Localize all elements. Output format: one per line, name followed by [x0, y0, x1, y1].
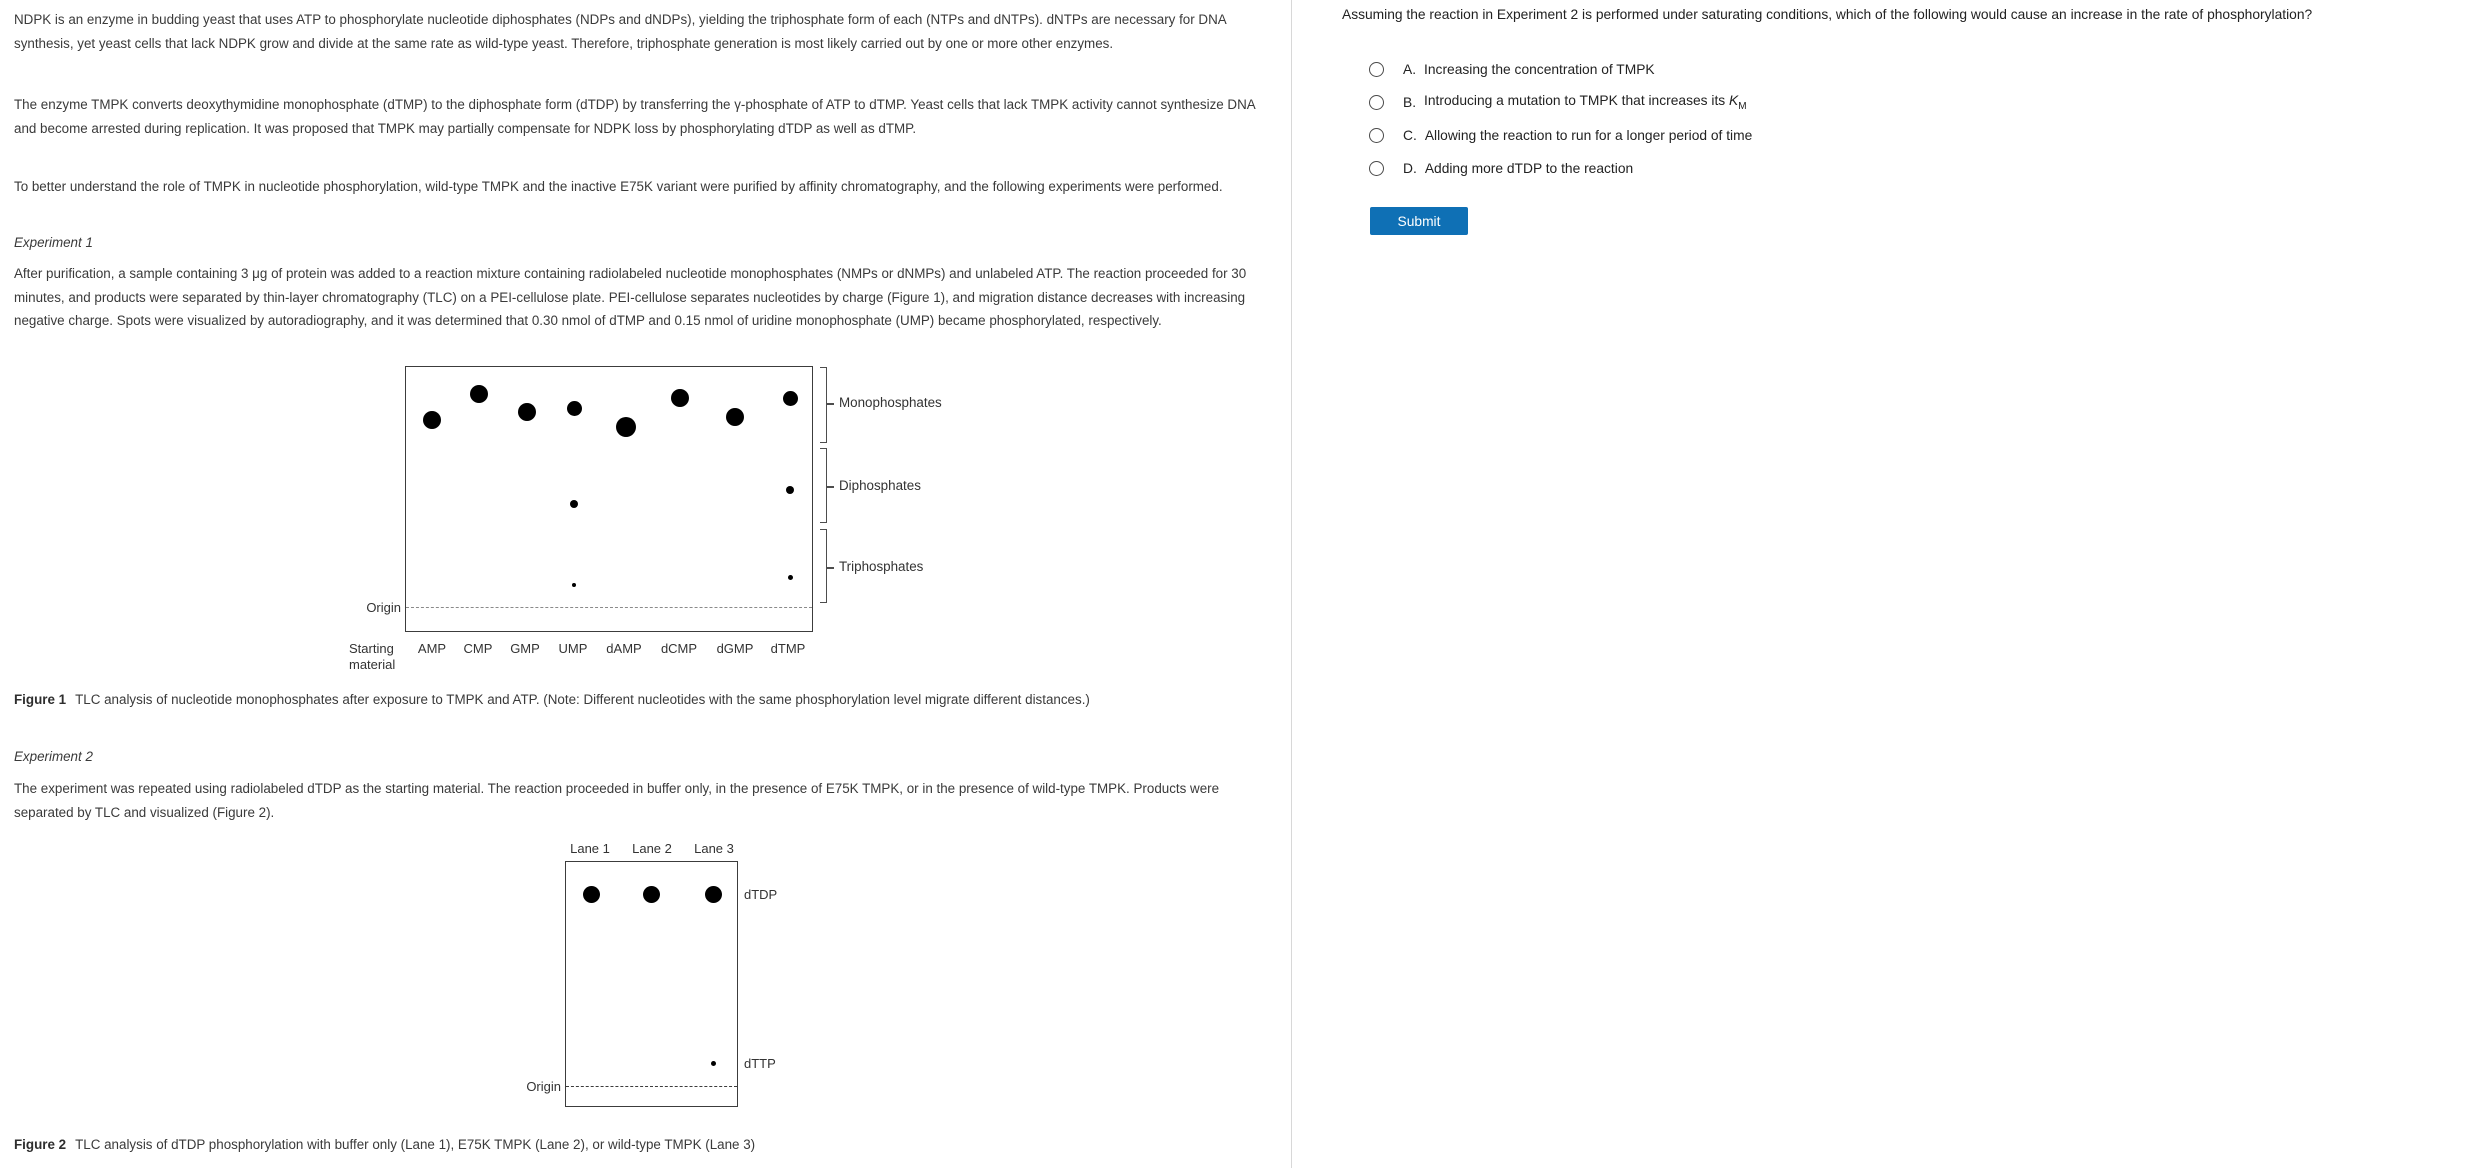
answer-option-a[interactable] [1369, 59, 1655, 79]
tlc-spot-amp-monophosphate [423, 411, 441, 429]
submit-button[interactable]: Submit [1370, 207, 1468, 235]
diphosphates-bracket [820, 448, 827, 523]
figure-1-caption-number: Figure 1 [14, 692, 67, 707]
triphosphates-bracket-tick [827, 567, 834, 569]
figure-2-lane-label-2: Lane 2 [632, 841, 672, 856]
radio-button-option-b[interactable] [1369, 95, 1384, 110]
figure-1-lane-label-damp: dAMP [606, 641, 642, 656]
figure-2-origin-line [566, 1086, 737, 1087]
dtdp-band-label: dTDP [744, 887, 778, 902]
experiment-1-heading: Experiment 1 [14, 235, 93, 250]
triphosphates-label: Triphosphates [839, 559, 924, 574]
starting-material-label: Starting material [349, 641, 396, 672]
figure-1-lane-label-amp: AMP [417, 641, 447, 656]
tlc-spot-damp-monophosphate [616, 417, 636, 437]
option-text: Adding more dTDP to the reaction [1424, 160, 1634, 176]
tlc-spot-ump-triphosphate [572, 583, 576, 587]
figure-2-lane-label-1: Lane 1 [570, 841, 610, 856]
option-letter: B. [1403, 94, 1417, 110]
figure-1-lane-label-gmp: GMP [510, 641, 540, 656]
answer-option-b[interactable] [1369, 92, 1747, 112]
figure-1-lane-label-dcmp: dCMP [660, 641, 698, 656]
tlc-spot-lane1-dTDP [583, 886, 600, 903]
radio-button-option-a[interactable] [1369, 62, 1384, 77]
tlc-spot-dtmp-triphosphate [788, 575, 793, 580]
experiment-2-heading: Experiment 2 [14, 749, 93, 764]
option-letter: A. [1403, 61, 1417, 77]
monophosphates-label: Monophosphates [839, 395, 942, 410]
passage-paragraph-1: NDPK is an enzyme in budding yeast that uses ATP to phosphorylate nucleotide diphosphates (NDPs and dNDPs), yielding the triphosphate form of each (NTPs and dNTPs). dNTPs are necessary for DNA synthesis, yet yeast cells that lack NDPK grow and divide at the same rate as wild-type yeast. Therefore, triphosphate generation is most likely carried out by one or more other enzymes. [14, 12, 1226, 51]
triphosphates-bracket [820, 529, 827, 603]
tlc-spot-lane3-dTDP [705, 886, 722, 903]
figure-1-caption: Figure 1 TLC analysis of nucleotide monophosphates after exposure to TMPK and ATP. (Note: Different nucleotides with the same phosphorylation level migrate different distances.) [14, 692, 1090, 707]
figure-2-caption: Figure 2 TLC analysis of dTDP phosphorylation with buffer only (Lane 1), E75K TMPK (Lane 2), or wild-type TMPK (Lane 3) [14, 1137, 756, 1152]
figure-1-lane-label-dgmp: dGMP [716, 641, 754, 656]
diphosphates-bracket-tick [827, 486, 834, 488]
figure-1-plate-box [405, 366, 813, 632]
diphosphates-label: Diphosphates [839, 478, 921, 493]
tlc-spot-gmp-monophosphate [518, 403, 536, 421]
monophosphates-bracket-tick [827, 403, 834, 405]
figure-1-lane-label-cmp: CMP [463, 641, 493, 656]
figure-1-origin-label: Origin [366, 600, 401, 615]
option-text: Increasing the concentration of TMPK [1424, 61, 1655, 77]
dttp-band-label: dTTP [744, 1056, 776, 1071]
figure-1-lane-label-ump: UMP [558, 641, 588, 656]
figure-2-tlc-plot [500, 840, 840, 1150]
figure-2-origin-label: Origin [526, 1079, 561, 1094]
figure-2-caption-number: Figure 2 [14, 1137, 67, 1152]
tlc-spot-cmp-monophosphate [470, 385, 488, 403]
monophosphates-bracket [820, 367, 827, 443]
option-letter: C. [1403, 127, 1417, 143]
question-panel [1292, 0, 2473, 1168]
figure-1-tlc-plot [340, 360, 980, 676]
option-letter: D. [1403, 160, 1417, 176]
tlc-spot-ump-monophosphate [567, 401, 582, 416]
radio-button-option-c[interactable] [1369, 128, 1384, 143]
answer-option-c[interactable] [1369, 125, 1752, 145]
tlc-spot-dcmp-monophosphate [671, 389, 689, 407]
figure-1-lane-label-dtmp: dTMP [770, 641, 806, 656]
passage-paragraph-3: To better understand the role of TMPK in nucleotide phosphorylation, wild-type TMPK and the inactive E75K variant were purified by affinity chromatography, and the following experiments were performed. [14, 179, 1223, 194]
option-text: Allowing the reaction to run for a longer period of time [1424, 127, 1753, 143]
figure-1-origin-line [406, 607, 812, 608]
radio-button-option-d[interactable] [1369, 161, 1384, 176]
tlc-spot-dgmp-monophosphate [726, 408, 744, 426]
passage-paragraph-2: The enzyme TMPK converts deoxythymidine monophosphate (dTMP) to the diphosphate form (dTDP) by transferring the γ-phosphate of ATP to dTMP. Yeast cells that lack TMPK activity cannot synthesize DNA and become arrested during replication. It was proposed that TMPK may partially compensate for NDPK loss by phosphorylating dTDP as well as dTMP. [14, 97, 1255, 136]
tlc-spot-dtmp-diphosphate [786, 486, 794, 494]
tlc-spot-lane3-dTTP [711, 1061, 716, 1066]
tlc-spot-lane2-dTDP [643, 886, 660, 903]
passage-paragraph-4: After purification, a sample containing 3 μg of protein was added to a reaction mixture containing radiolabeled nucleotide monophosphates (NMPs or dNMPs) and unlabeled ATP. The reaction proceeded for 30 minutes, and products were separated by thin-layer chromatography (TLC) on a PEI-cellulose plate. PEI-cellulose separates nucleotides by charge (Figure 1), and migration distance decreases with increasing negative charge. Spots were visualized by autoradiography, and it was determined that 0.30 nmol of dTMP and 0.15 nmol of uridine monophosphate (UMP) became phosphorylated, respectively. [14, 266, 1247, 328]
passage-paragraph-5: The experiment was repeated using radiolabeled dTDP as the starting material. The reaction proceeded in buffer only, in the presence of E75K TMPK, or in the presence of wild-type TMPK. Products were separated by TLC and visualized (Figure 2). [14, 781, 1220, 820]
figure-2-lane-label-3: Lane 3 [694, 841, 734, 856]
tlc-spot-dtmp-monophosphate [783, 391, 798, 406]
tlc-spot-ump-diphosphate [570, 500, 578, 508]
answer-option-d[interactable] [1369, 158, 1633, 178]
question-text: Assuming the reaction in Experiment 2 is performed under saturating conditions, which of the following would cause an increase in the rate of phosphorylation? [1342, 7, 2313, 22]
option-text: Introducing a mutation to TMPK that increases its $K_M$ [1424, 92, 1747, 112]
